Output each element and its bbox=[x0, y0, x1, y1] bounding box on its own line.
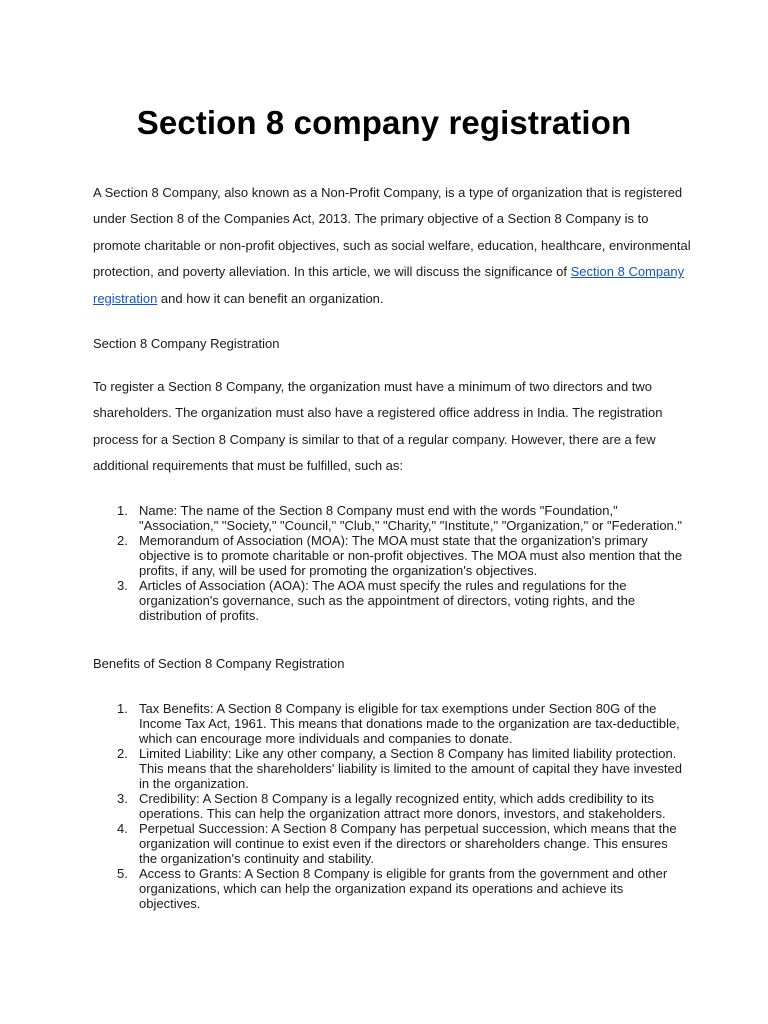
list-item-text: Name: The name of the Section 8 Company must end with the words "Foundation," "Association," "Society," "Council," "Club," "Charity," "Institute," "Organization," or "Federation." bbox=[139, 503, 683, 533]
benefits-list bbox=[93, 701, 683, 911]
list-item bbox=[93, 746, 683, 791]
list-number: 2. bbox=[117, 533, 128, 548]
list-number: 3. bbox=[117, 578, 128, 593]
section-heading-benefits: Benefits of Section 8 Company Registration bbox=[93, 656, 345, 671]
intro-text-before: A Section 8 Company, also known as a Non-Profit Company, is a type of organization that is registered under Section 8 of the Companies Act, 2013. The primary objective of a Section 8 Company is to promote charitable or non-profit objectives, such as social welfare, education, healthcare, environmental protection, and poverty alleviation. In this article, we will discuss the significance of bbox=[93, 185, 691, 280]
requirements-list bbox=[93, 503, 683, 623]
list-item bbox=[93, 791, 683, 821]
list-item bbox=[93, 821, 683, 866]
section8-registration-link[interactable]: Section 8 Company registration bbox=[93, 264, 685, 306]
list-item-text: Access to Grants: A Section 8 Company is eligible for grants from the government and other organizations, which can help the organization expand its operations and achieve its objectives. bbox=[139, 866, 668, 911]
list-item bbox=[93, 866, 683, 911]
list-number: 1. bbox=[117, 701, 128, 716]
intro-paragraph bbox=[93, 180, 693, 312]
list-number: 3. bbox=[117, 791, 128, 806]
list-item bbox=[93, 578, 683, 623]
list-item bbox=[93, 533, 683, 578]
list-item bbox=[93, 503, 683, 533]
list-item-text: Perpetual Succession: A Section 8 Company has perpetual succession, which means that the organization will continue to exist even if the directors or shareholders change. This ensures the organization's continuity and stability. bbox=[139, 821, 677, 866]
section-heading-registration: Section 8 Company Registration bbox=[93, 336, 280, 351]
list-number: 1. bbox=[117, 503, 128, 518]
list-item-text: Tax Benefits: A Section 8 Company is eligible for tax exemptions under Section 80G of the Income Tax Act, 1961. This means that donations made to the organization are tax-deductible, which can encourage more individuals and companies to donate. bbox=[139, 701, 680, 746]
list-item bbox=[93, 701, 683, 746]
list-number: 2. bbox=[117, 746, 128, 761]
registration-paragraph: To register a Section 8 Company, the organization must have a minimum of two directors and two shareholders. The organization must also have a registered office address in India. The registration process for a Section 8 Company is similar to that of a regular company. However, there are a few additional requirements that must be fulfilled, such as: bbox=[93, 379, 663, 474]
list-item-text: Articles of Association (AOA): The AOA must specify the rules and regulations for the organization's governance, such as the appointment of directors, voting rights, and the distribution of profits. bbox=[139, 578, 636, 623]
list-number: 5. bbox=[117, 866, 128, 881]
list-number: 4. bbox=[117, 821, 128, 836]
page-title: Section 8 company registration bbox=[136, 104, 632, 141]
intro-text-after: and how it can benefit an organization. bbox=[157, 290, 384, 306]
list-item-text: Limited Liability: Like any other company, a Section 8 Company has limited liability protection. This means that the shareholders' liability is limited to the amount of capital they have invested in the organization. bbox=[139, 746, 682, 791]
list-item-text: Memorandum of Association (MOA): The MOA must state that the organization's primary objective is to promote charitable or non-profit objectives. The MOA must also mention that the profits, if any, will be used for promoting the organization's objectives. bbox=[139, 533, 683, 578]
list-item-text: Credibility: A Section 8 Company is a legally recognized entity, which adds credibility to its operations. This can help the organization attract more donors, investors, and stakeholders. bbox=[139, 791, 666, 821]
